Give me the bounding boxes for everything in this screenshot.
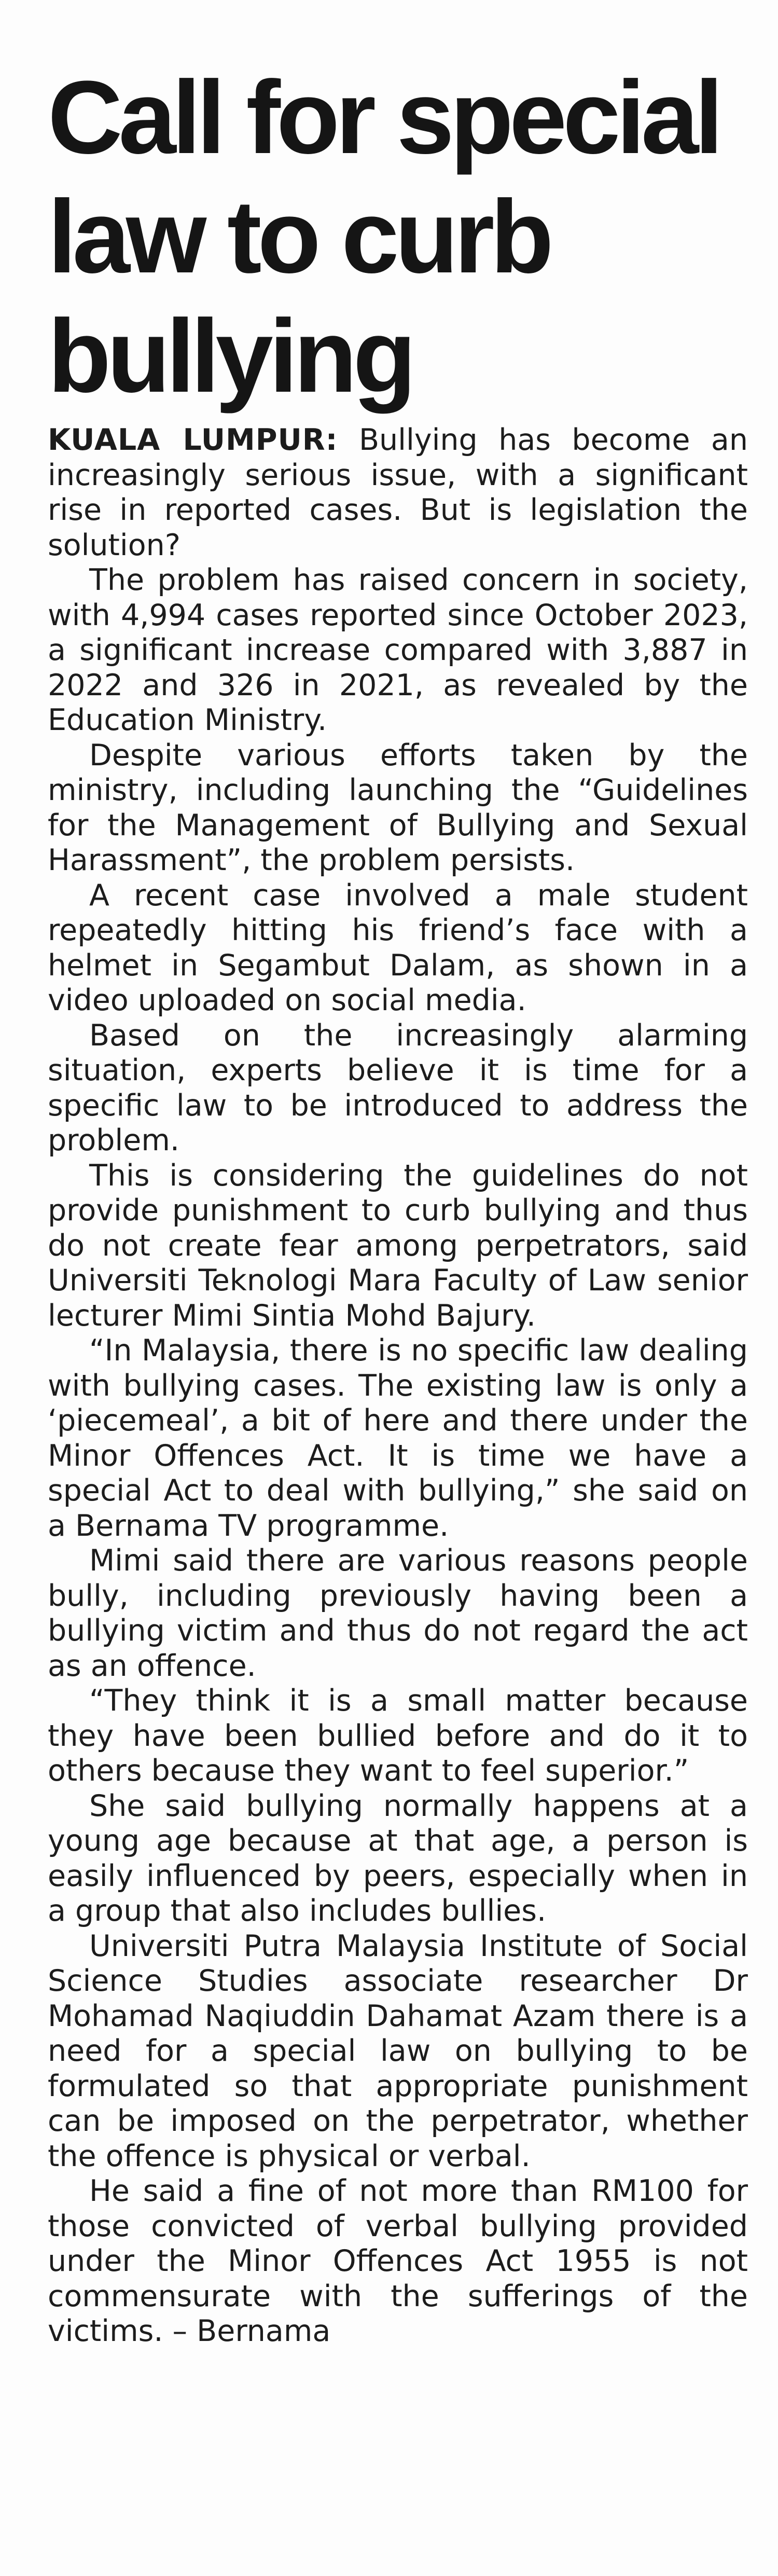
paragraph-2: Despite various efforts taken by the ministry, including launching the “Guidelines for the Management of Bullying and Sexual Harassment”, the problem persists. <box>48 738 748 877</box>
article-body <box>48 423 748 2349</box>
headline-line-3: bullying <box>48 298 412 414</box>
lead-paragraph <box>48 423 748 563</box>
lead-text: Bullying has become an increasingly serious issue, with a significant rise in reported cases. But is legislation the solution? <box>48 423 748 562</box>
paragraph-6: “In Malaysia, there is no specific law dealing with bullying cases. The existing law is only a ‘piecemeal’, a bit of here and there under the Minor Offences Act. It is time we have a special Act to deal with bullying,” she said on a Bernama TV programme. <box>48 1333 748 1543</box>
paragraph-1: The problem has raised concern in society, with 4,994 cases reported since October 2023, a significant increase compared with 3,887 in 2022 and 326 in 2021, as revealed by the Education Ministry. <box>48 563 748 737</box>
headline-line-1: Call for special <box>48 60 719 175</box>
headline-line-2: law to curb <box>48 179 550 295</box>
paragraph-4: Based on the increasingly alarming situation, experts believe it is time for a specific law to be introduced to address the problem. <box>48 1018 748 1158</box>
paragraph-11: He said a fine of not more than RM100 for those convicted of verbal bullying provided under the Minor Offences Act 1955 is not commensurate with the sufferings of the victims. – Bernama <box>48 2174 748 2348</box>
paragraph-9: She said bullying normally happens at a young age because at that age, a person is easily influenced by peers, especially when in a group that also includes bullies. <box>48 1788 748 1928</box>
dateline: KUALA LUMPUR: <box>48 423 338 457</box>
paragraph-3: A recent case involved a male student repeatedly hitting his friend’s face with a helmet in Segambut Dalam, as shown in a video uploaded on social media. <box>48 878 748 1017</box>
paragraph-10: Universiti Putra Malaysia Institute of Social Science Studies associate researcher Dr Mohamad Naqiuddin Dahamat Azam there is a need for a special law on bullying to be formulated so that appropriate punishment can be imposed on the perpetrator, whether the offence is physical or verbal. <box>48 1928 748 2173</box>
paragraph-5: This is considering the guidelines do not provide punishment to curb bullying and thus do not create fear among perpetrators, said Universiti Teknologi Mara Faculty of Law senior lecturer Mimi Sintia Mohd Bajury. <box>48 1158 748 1333</box>
paragraph-7: Mimi said there are various reasons people bully, including previously having been a bullying victim and thus do not regard the act as an offence. <box>48 1544 748 1683</box>
paragraph-8: “They think it is a small matter because they have been bullied before and do it to others because they want to feel superior.” <box>48 1684 748 1788</box>
headline <box>48 58 743 416</box>
